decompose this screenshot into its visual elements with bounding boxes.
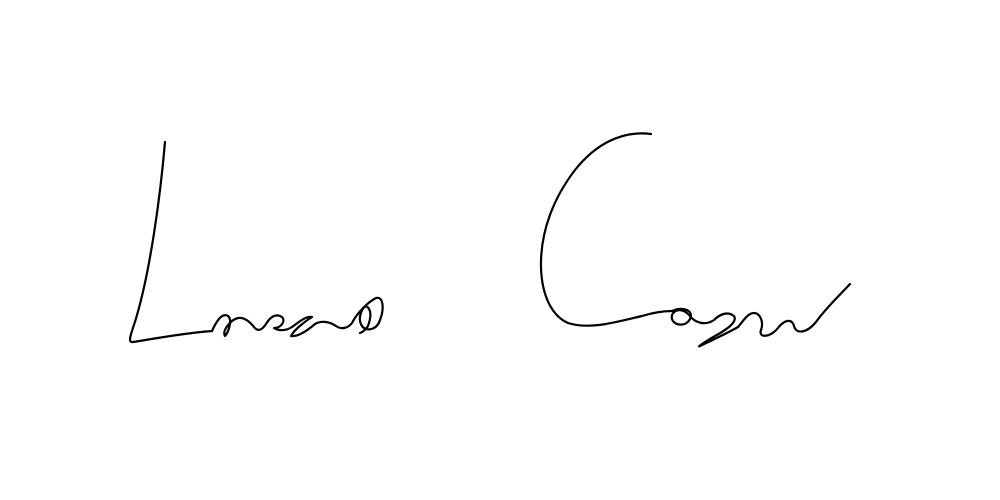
signature-first-name-strokes — [130, 142, 383, 342]
last-name-cursive-loops-stroke — [672, 284, 850, 346]
signature-last-name-strokes — [541, 133, 850, 346]
first-name-capital-l-stroke — [130, 142, 212, 342]
first-name-cursive-loops-stroke — [212, 298, 383, 336]
last-name-capital-g-stroke — [541, 133, 672, 325]
